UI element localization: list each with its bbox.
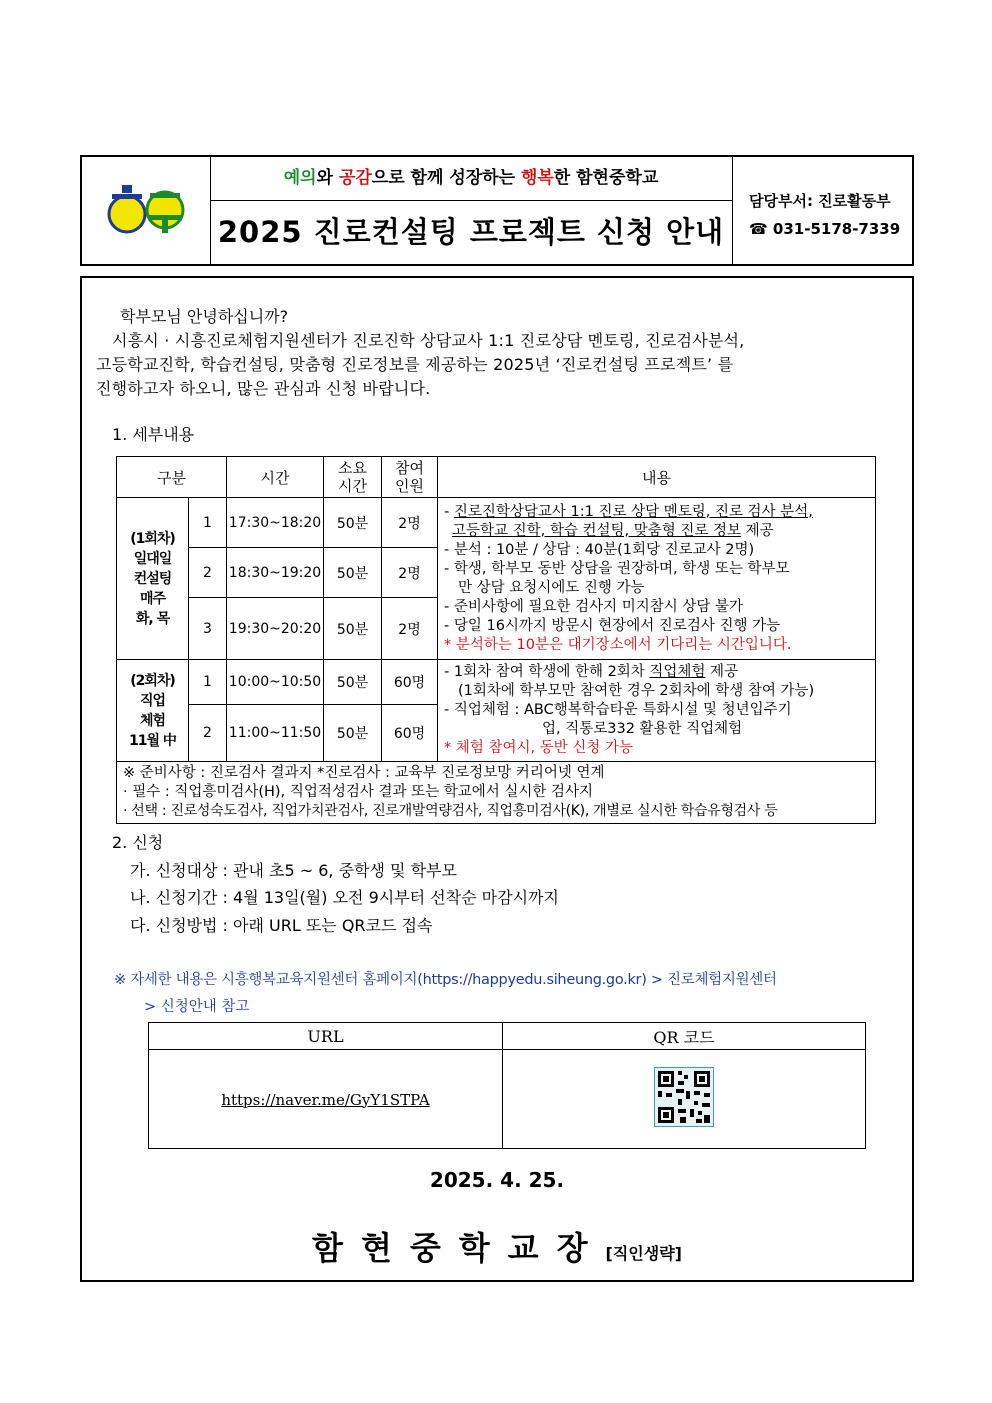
table-header-row bbox=[117, 457, 876, 498]
greeting: 학부모님 안녕하십니까? bbox=[120, 307, 289, 326]
row-no: 2 bbox=[189, 705, 227, 762]
department-label: 담당부서: 진로활동부 bbox=[749, 192, 891, 210]
group-1-content: - 진로진학상담교사 1:1 진로 상담 멘토링, 진로 검사 분석, 고등학교 진학, 학습 컨설팅, 맞춤형 진로 정보 제공 - 분석 : 10분 / 상담 : 40분(1회당 진로교사 2명) - 학생, 학부모 동반 상담을 권장하며, 학생 또는 학부모 만 상담 요청시에도 진행 가능 - 준비사항에 필요한 검사지 미지참시 상담 불가 - 당일 16시까지 방문시 현장에서 진로검사 진행 가능 * 분석하는 10분은 대기장소에서 기다리는 시간입니다. bbox=[438, 498, 876, 660]
issue-date: 2025. 4. 25. bbox=[429, 1168, 565, 1192]
url-qr-table bbox=[148, 1022, 866, 1149]
section-1-heading: 1. 세부내용 bbox=[112, 425, 195, 444]
row-time: 19:30~20:20 bbox=[227, 598, 324, 660]
school-logo-cell bbox=[82, 157, 211, 264]
letterhead bbox=[80, 155, 914, 266]
row-time: 18:30~19:20 bbox=[227, 548, 324, 598]
page-title: 2025 진로컨설팅 프로젝트 신청 안내 bbox=[217, 215, 725, 249]
row-duration: 50분 bbox=[324, 598, 382, 660]
section-2-heading: 2. 신청 bbox=[112, 833, 164, 852]
table-notes-row bbox=[117, 762, 876, 824]
col-header-duration: 소요 시간 bbox=[324, 457, 382, 498]
school-logo-icon bbox=[82, 157, 210, 264]
row-time: 10:00~10:50 bbox=[227, 660, 324, 705]
row-duration: 50분 bbox=[324, 705, 382, 762]
intro-line-1: 시흥시 · 시흥진로체험지원센터가 진로진학 상담교사 1:1 진로상담 멘토링, 진로검사분석, bbox=[112, 331, 745, 350]
intro-line-3: 진행하고자 하오니, 많은 관심과 신청 바랍니다. bbox=[96, 379, 431, 398]
row-people: 2명 bbox=[382, 598, 438, 660]
row-people: 60명 bbox=[382, 705, 438, 762]
row-duration: 50분 bbox=[324, 498, 382, 548]
row-no: 1 bbox=[189, 660, 227, 705]
row-time: 11:00~11:50 bbox=[227, 705, 324, 762]
row-duration: 50분 bbox=[324, 548, 382, 598]
row-people: 2명 bbox=[382, 548, 438, 598]
row-duration: 50분 bbox=[324, 660, 382, 705]
group-1-label: (1회차) 일대일 컨설팅 매주 화, 목 bbox=[117, 498, 189, 660]
apply-period: 나. 신청기간 : 4월 13일(월) 오전 9시부터 선착순 마감시까지 bbox=[130, 888, 559, 907]
notice-detail-line-1: ※ 자세한 내용은 시흥행복교육지원센터 홈페이지(https://happyedu.siheung.go.kr) > 진로체험지원센터 bbox=[114, 972, 777, 988]
detail-table bbox=[116, 456, 876, 824]
phone-number: ☎ 031-5178-7339 bbox=[749, 220, 901, 238]
col-header-time: 시간 bbox=[227, 457, 324, 498]
url-header: URL bbox=[149, 1023, 503, 1050]
school-slogan: 예의와 공감으로 함께 성장하는 행복한 함현중학교 bbox=[210, 157, 732, 201]
group-2-content: - 1회차 참여 학생에 한해 2회차 직업체험 제공 (1회차에 학부모만 참여한 경우 2회차에 학생 참여 가능) - 직업체험 : ABC행복학습타운 특화시설 및 청년입주기 업, 직통로332 활용한 직업체험 * 체험 참여시, 동반 신청 가능 bbox=[438, 660, 876, 762]
table-row bbox=[117, 660, 876, 705]
apply-url-link[interactable]: https://naver.me/GyY1STPA bbox=[221, 1090, 430, 1109]
group-2-label: (2회차) 직업 체험 11월 中 bbox=[117, 660, 189, 762]
qr-code-icon[interactable] bbox=[654, 1067, 714, 1127]
table-row bbox=[117, 498, 876, 548]
col-header-people: 참여 인원 bbox=[382, 457, 438, 498]
preparation-notes: ※ 준비사항 : 진로검사 결과지 *진로검사 : 교육부 진로정보망 커리어넷 연계 · 필수 : 직업흥미검사(H), 직업적성검사 결과 또는 학교에서 실시한 검사지 · 선택 : 진로성숙도검사, 직업가치관검사, 진로개발역량검사, 직업흥미검사(K), 개별로 실시한 학습유형검사 등 bbox=[117, 762, 876, 824]
row-people: 60명 bbox=[382, 660, 438, 705]
qr-cell bbox=[503, 1050, 866, 1149]
col-header-category: 구분 bbox=[117, 457, 227, 498]
url-cell bbox=[149, 1050, 503, 1149]
row-no: 1 bbox=[189, 498, 227, 548]
principal-signature: 함현중학교장[직인생략] bbox=[312, 1229, 682, 1267]
qr-header: QR 코드 bbox=[503, 1023, 866, 1050]
notice-detail-line-2: > 신청안내 참고 bbox=[144, 999, 250, 1015]
row-no: 3 bbox=[189, 598, 227, 660]
apply-target: 가. 신청대상 : 관내 초5 ~ 6, 중학생 및 학부모 bbox=[130, 861, 457, 880]
apply-method: 다. 신청방법 : 아래 URL 또는 QR코드 접속 bbox=[130, 916, 433, 935]
notice-body bbox=[80, 276, 914, 1282]
row-no: 2 bbox=[189, 548, 227, 598]
seal-omitted: [직인생략] bbox=[605, 1244, 682, 1263]
col-header-content: 내용 bbox=[438, 457, 876, 498]
intro-line-2: 고등학교진학, 학습컨설팅, 맞춤형 진로정보를 제공하는 2025년 ‘진로컨설팅 프로젝트’ 를 bbox=[96, 355, 734, 374]
row-time: 17:30~18:20 bbox=[227, 498, 324, 548]
row-people: 2명 bbox=[382, 498, 438, 548]
department-info bbox=[733, 157, 912, 264]
